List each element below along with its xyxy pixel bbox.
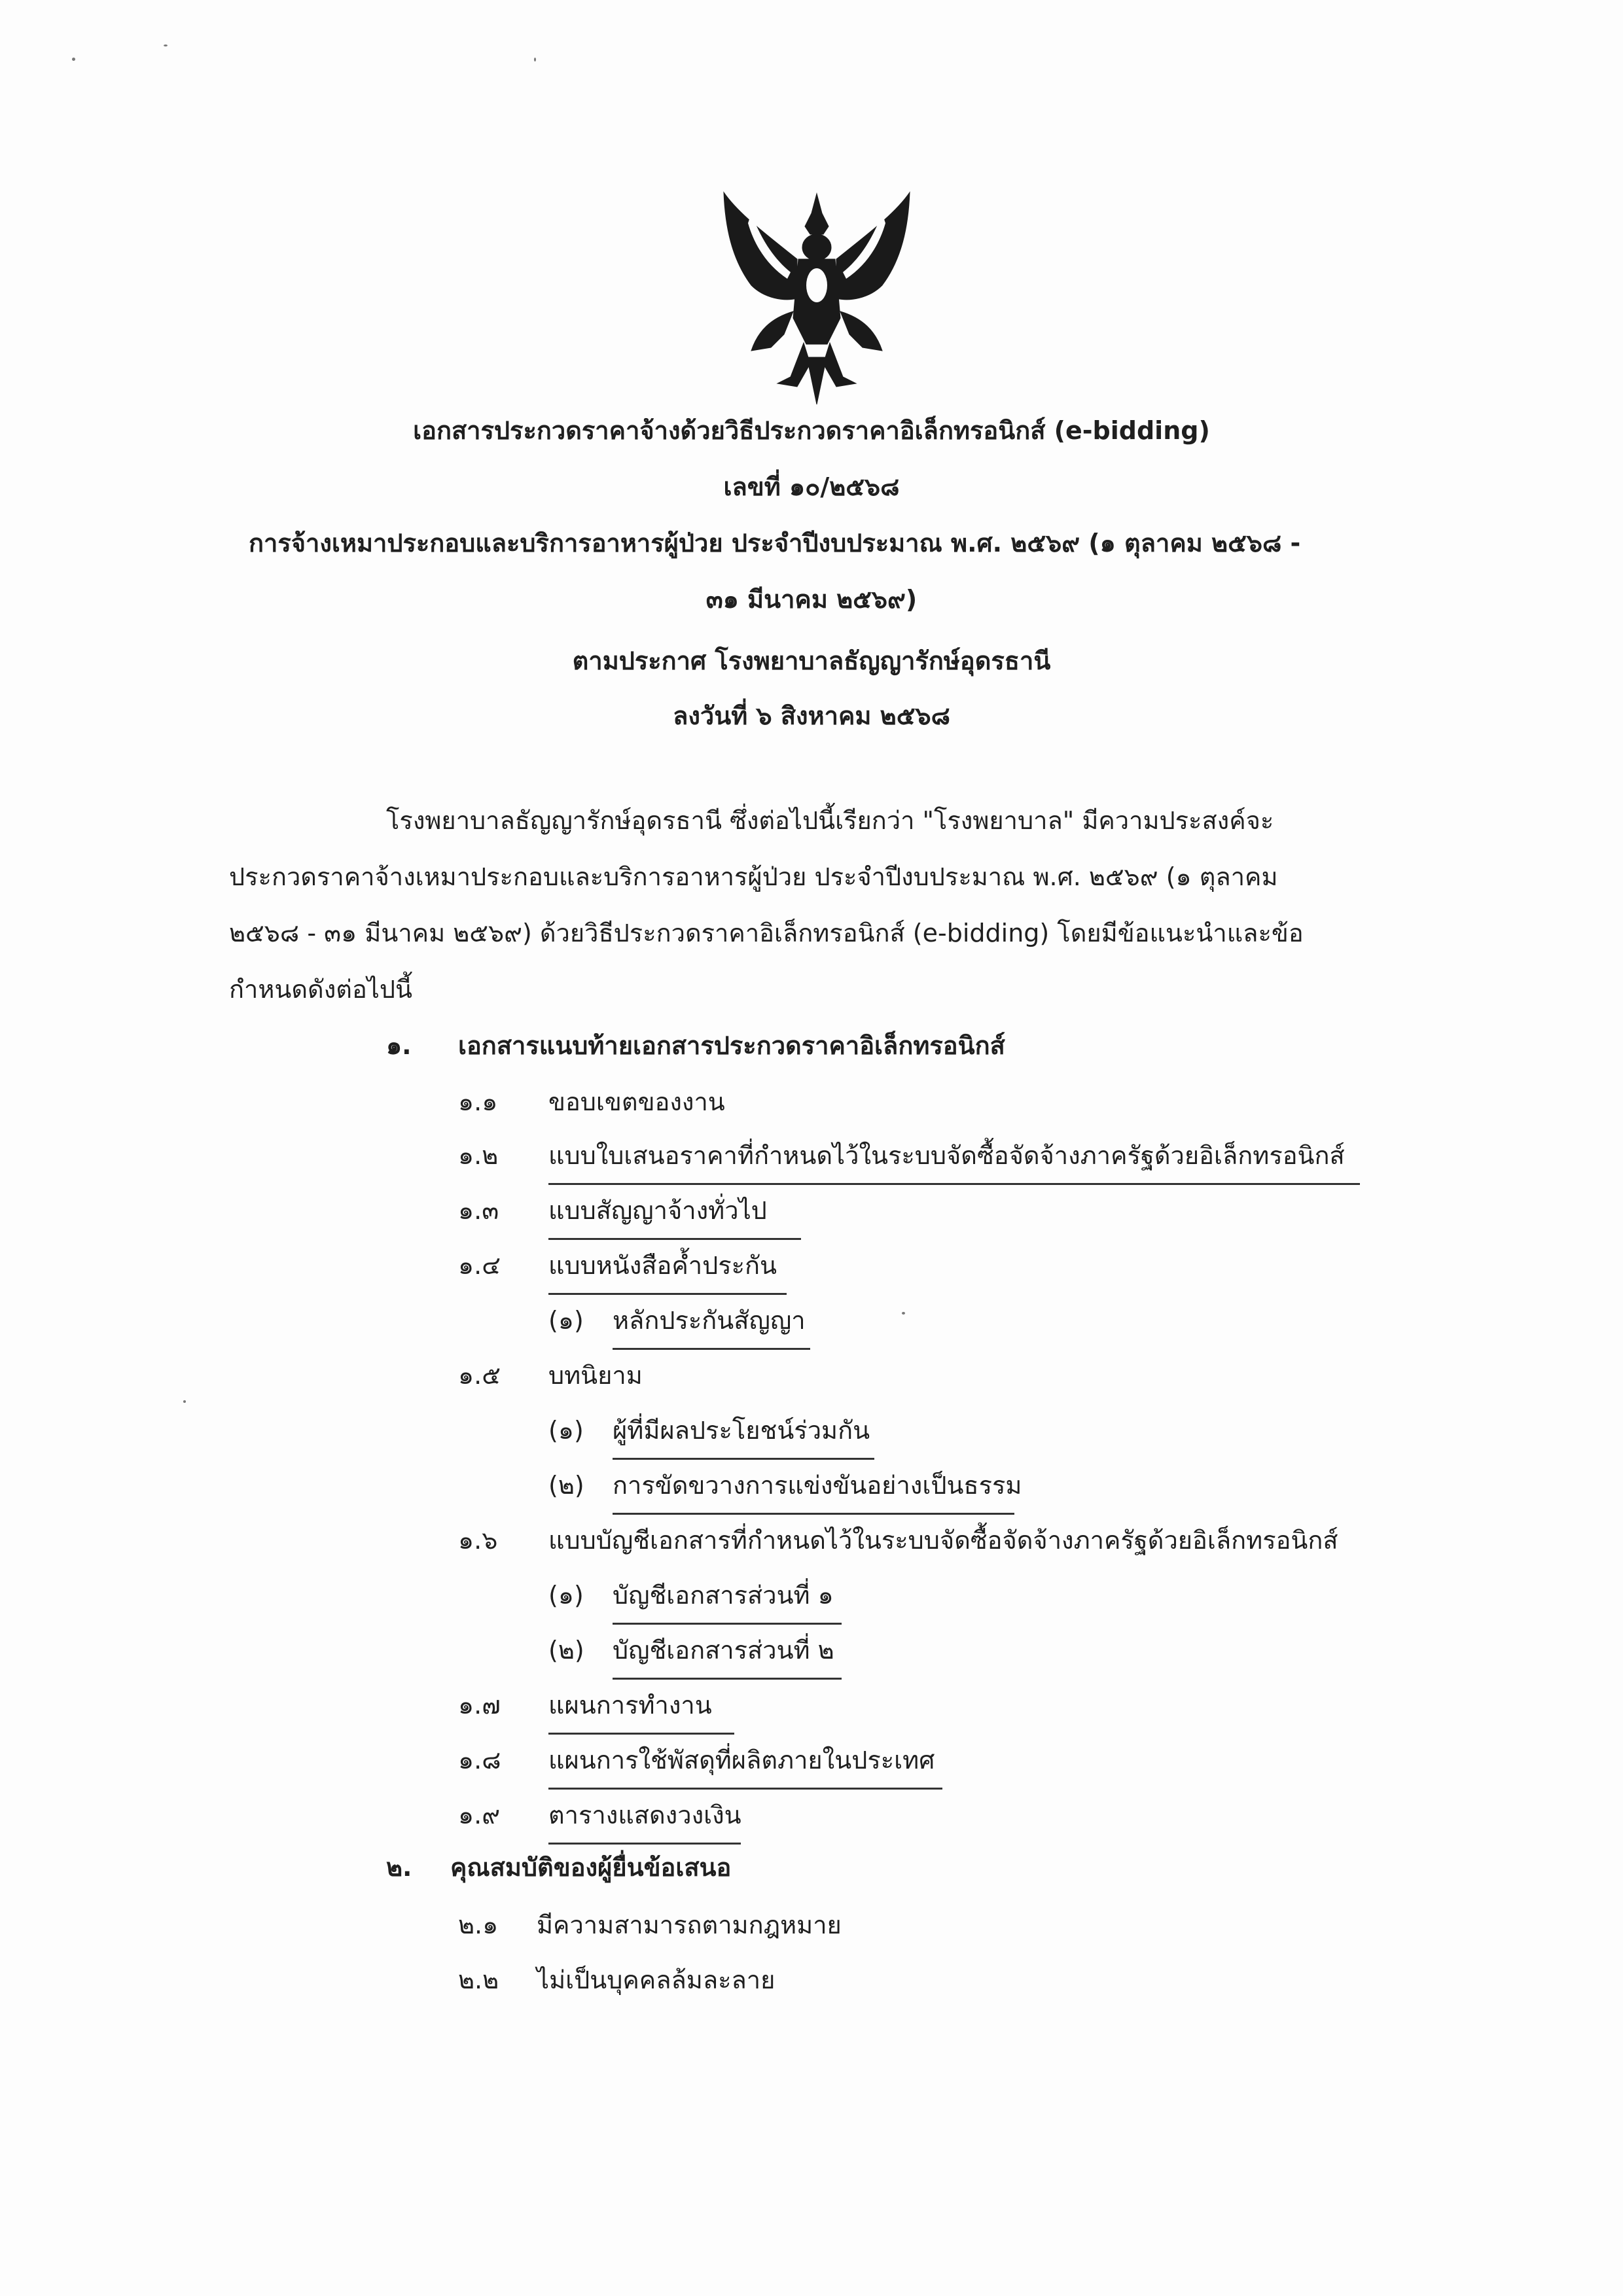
underline [548,1788,942,1790]
item-link[interactable]: บัญชีเอกสารส่วนที่ ๑ [613,1581,834,1610]
subject-line-1: การจ้างเหมาประกอบและบริการอาหารผู้ป่วย ประจำปีงบประมาณ พ.ศ. ๒๕๖๙ (๑ ตุลาคม ๒๕๖๘ - [249,529,1301,557]
subitem-number: (๒) [548,1471,584,1500]
underline [548,1733,734,1735]
intro-line-4: กำหนดดังต่อไปนี้ [229,975,412,1004]
section-1-number: ๑. [386,1031,412,1060]
underline [548,1238,801,1240]
item-number: ๑.๘ [458,1746,501,1775]
item-number: ๑.๖ [458,1526,498,1555]
scan-speck [902,1312,905,1315]
subitem-number: (๑) [548,1306,584,1335]
item-text: แบบบัญชีเอกสารที่กำหนดไว้ในระบบจัดซื้อจัดจ้างภาครัฐด้วยอิเล็กทรอนิกส์ [548,1526,1338,1555]
item-number: ๒.๒ [458,1966,499,1994]
item-link[interactable]: แบบสัญญาจ้างทั่วไป [548,1196,767,1225]
underline [613,1623,842,1625]
item-number: ๑.๒ [458,1141,499,1170]
subitem-number: (๑) [548,1416,584,1445]
item-number: ๑.๕ [458,1361,501,1390]
scan-speck [183,1400,186,1403]
subitem-number: (๒) [548,1636,584,1665]
section-2-title: คุณสมบัติของผู้ยื่นข้อเสนอ [450,1853,732,1882]
document-title: เอกสารประกวดราคาจ้างด้วยวิธีประกวดราคาอิเล็กทรอนิกส์ (e-bidding) [413,416,1210,445]
item-link[interactable]: แผนการใช้พัสดุที่ผลิตภายในประเทศ [548,1746,935,1775]
document-number: เลขที่ ๑๐/๒๕๖๘ [723,472,900,501]
section-1-title: เอกสารแนบท้ายเอกสารประกวดราคาอิเล็กทรอนิกส์ [458,1031,1005,1060]
underline [613,1458,874,1460]
item-text: ขอบเขตของงาน [548,1087,725,1116]
subject-line-2: ๓๑ มีนาคม ๒๕๖๙) [705,585,918,614]
item-number: ๑.๑ [458,1087,498,1116]
section-2-number: ๒. [386,1853,412,1882]
subitem-number: (๑) [548,1581,584,1610]
item-link[interactable]: หลักประกันสัญญา [613,1306,806,1335]
item-text: ไม่เป็นบุคคลล้มละลาย [537,1966,776,1994]
scan-speck [534,58,536,62]
item-text: มีความสามารถตามกฎหมาย [537,1911,842,1939]
scan-speck [164,44,168,46]
item-number: ๑.๓ [458,1196,499,1225]
scan-speck [72,58,75,61]
item-link[interactable]: การขัดขวางการแข่งขันอย่างเป็นธรรม [613,1471,1022,1500]
announcement-line: ตามประกาศ โรงพยาบาลธัญญารักษ์อุดรธานี [572,646,1051,675]
underline [613,1513,1014,1515]
item-text: บทนิยาม [548,1361,643,1390]
intro-line-2: ประกวดราคาจ้างเหมาประกอบและบริการอาหารผู้ป่วย ประจำปีงบประมาณ พ.ศ. ๒๕๖๙ (๑ ตุลาคม [229,862,1278,891]
item-link[interactable]: แบบหนังสือค้ำประกัน [548,1251,777,1280]
underline [613,1348,810,1350]
item-link[interactable]: ตารางแสดงวงเงิน [548,1801,741,1829]
intro-line-1: โรงพยาบาลธัญญารักษ์อุดรธานี ซึ่งต่อไปนี้เรียกว่า "โรงพยาบาล" มีความประสงค์จะ [386,806,1274,835]
announcement-date: ลงวันที่ ๖ สิงหาคม ๒๕๖๘ [673,701,950,730]
item-number: ๑.๔ [458,1251,501,1280]
underline [548,1183,1360,1185]
item-link[interactable]: บัญชีเอกสารส่วนที่ ๒ [613,1636,834,1665]
intro-line-3: ๒๕๖๘ - ๓๑ มีนาคม ๒๕๖๙) ด้วยวิธีประกวดราคาอิเล็กทรอนิกส์ (e-bidding) โดยมีข้อแนะนำและข้อ [229,919,1304,947]
underline [548,1843,741,1845]
underline [548,1293,787,1295]
garuda-emblem [712,187,921,408]
item-number: ๑.๗ [458,1691,501,1720]
item-link[interactable]: ผู้ที่มีผลประโยชน์ร่วมกัน [613,1416,870,1445]
item-number: ๑.๙ [458,1801,501,1829]
item-number: ๒.๑ [458,1911,499,1939]
item-link[interactable]: แบบใบเสนอราคาที่กำหนดไว้ในระบบจัดซื้อจัดจ้างภาครัฐด้วยอิเล็กทรอนิกส์ [548,1141,1345,1170]
item-link[interactable]: แผนการทำงาน [548,1691,712,1720]
underline [613,1678,842,1680]
